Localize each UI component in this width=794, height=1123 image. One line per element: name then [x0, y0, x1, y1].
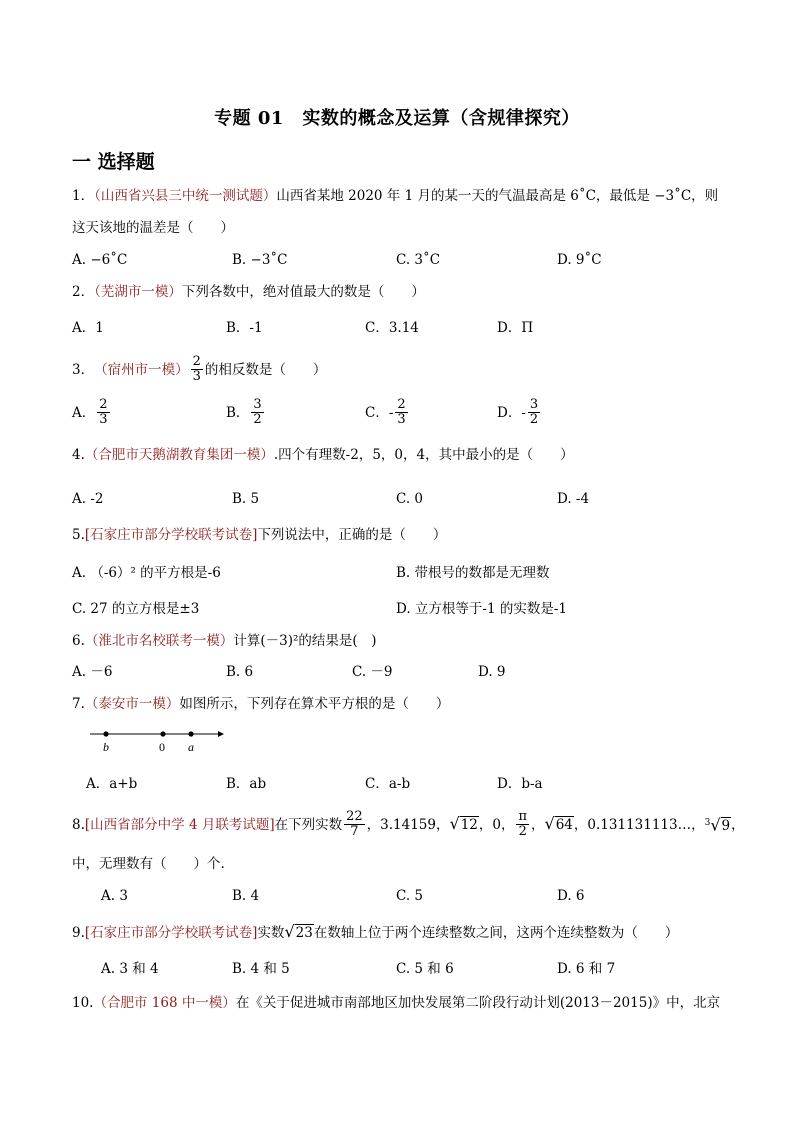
option-c[interactable]: C．- $\frac{2}{3}$	[365, 397, 406, 427]
option-a[interactable]: A. －6	[72, 664, 113, 680]
fraction: $\frac{22}{7}$	[346, 809, 363, 839]
option-b[interactable]: B. 带根号的数都是无理数	[396, 565, 550, 581]
axis-label-b: b	[103, 740, 109, 754]
number-line	[86, 726, 236, 756]
question-6	[72, 632, 376, 650]
question-source: （泰安市一模）	[84, 696, 180, 712]
question-source: （山西省兴县三中统一测试题）	[94, 188, 277, 204]
question-source: （合肥市天鹅湖教育集团一模）	[84, 447, 274, 463]
question-number: 3．	[72, 361, 95, 378]
option-c[interactable]: C. 5	[396, 888, 424, 904]
option-a[interactable]: A. 3	[101, 888, 128, 904]
option-b[interactable]: B. 6	[226, 664, 254, 680]
question-7	[72, 695, 449, 713]
option-c[interactable]: C. 5 和 6	[396, 961, 454, 977]
option-d[interactable]: D. 立方根等于-1 的实数是-1	[396, 601, 568, 617]
sqrt: √23	[284, 922, 313, 941]
question-number: 10.	[72, 995, 94, 1011]
question-source: [石家庄市部分学校联考试卷]	[84, 527, 258, 543]
question-number: 9.	[72, 924, 85, 941]
option-c[interactable]: C. 3˚C	[396, 252, 441, 268]
question-source: [山西省部分中学 4 月联考试题]	[84, 816, 275, 833]
question-8-line2: 中，无理数有（ ）个.	[72, 856, 225, 872]
question-text: 山西省某地 2020 年 1 月的某一天的气温最高是 6˚C，最低是 −3˚C，则	[276, 188, 719, 204]
option-d[interactable]: D. -4	[557, 491, 590, 507]
question-number: 6.	[72, 633, 85, 649]
section-heading: 一 选择题	[72, 151, 155, 173]
option-a[interactable]: A． $\frac{2}{3}$	[72, 397, 108, 427]
question-text: 在《关于促进城市南部地区加快发展第二阶段行动计划(2013－2015)》中，北京	[235, 995, 721, 1011]
option-c[interactable]: C．a-b	[365, 776, 411, 792]
question-number: 8.	[72, 816, 85, 833]
option-a[interactable]: A．1	[72, 320, 104, 336]
option-a[interactable]: A．a+b	[86, 776, 138, 792]
option-c[interactable]: C．3.14	[365, 320, 419, 336]
option-b[interactable]: B. 5	[232, 491, 260, 507]
option-b[interactable]: B． $\frac{3}{2}$	[226, 397, 262, 427]
question-number: 7.	[72, 696, 85, 712]
question-1-line2: 这天该地的温差是（ ）	[72, 220, 234, 236]
option-a[interactable]: A. -2	[72, 491, 104, 507]
question-number: 4.	[72, 447, 85, 463]
question-8: 8. [山西省部分中学 4 月联考试题] 在下列实数 $\frac{22}{7}$ ，3.14159， √12 ，0， $\frac{\pi}{2}$ ， √64 ，0.131131113…， $^3$√9 ，	[72, 809, 745, 839]
option-b[interactable]: B．-1	[226, 320, 263, 336]
axis-label-0: 0	[159, 740, 165, 754]
question-number: 2．	[72, 284, 95, 300]
sqrt: √12	[449, 814, 478, 833]
option-c[interactable]: C. 0	[396, 491, 424, 507]
option-b[interactable]: B. −3˚C	[232, 252, 288, 268]
question-source: （宿州市一模）	[94, 361, 189, 378]
axis-label-a: a	[188, 740, 194, 754]
fraction: $\frac{\pi}{2}$	[518, 809, 528, 839]
option-c[interactable]: C. －9	[352, 664, 393, 680]
question-source: [石家庄市部分学校联考试卷]	[84, 924, 258, 941]
question-text: 计算(－3)²的结果是( )	[233, 633, 377, 649]
option-b[interactable]: B. 4	[232, 888, 260, 904]
question-source: （合肥市 168 中一模）	[93, 995, 236, 1011]
question-text: 下列各数中，绝对值最大的数是（ ）	[181, 284, 425, 300]
question-number: 1．	[72, 188, 95, 204]
question-3	[72, 355, 326, 384]
option-d[interactable]: D．- $\frac{3}{2}$	[497, 397, 539, 427]
page-title: 专题 01 实数的概念及运算（含规律探究）	[214, 108, 580, 129]
question-5	[72, 526, 446, 544]
question-10	[72, 994, 720, 1012]
cube-root: $^3$√9	[704, 815, 731, 835]
question-2	[72, 283, 425, 301]
option-a[interactable]: A. −6˚C	[72, 252, 128, 268]
question-1	[72, 187, 718, 205]
option-d[interactable]: D. 9	[478, 664, 506, 680]
question-text: 下列说法中，正确的是（ ）	[257, 527, 447, 543]
option-b[interactable]: B．ab	[226, 776, 267, 792]
question-9: 9. [石家庄市部分学校联考试卷] 实数 √23 在数轴上位于两个连续整数之间，这两个连续整数为（ ）	[72, 922, 679, 941]
option-d[interactable]: D. 9˚C	[557, 252, 602, 268]
question-text: .四个有理数-2，5，0，4，其中最小的是（ ）	[273, 447, 574, 463]
option-d[interactable]: D. 6	[557, 888, 585, 904]
question-number: 5.	[72, 527, 85, 543]
question-source: （芜湖市一模）	[94, 284, 182, 300]
option-d[interactable]: D．b-a	[497, 776, 543, 792]
question-text: 的相反数是（ ）	[204, 361, 327, 378]
option-d[interactable]: D．Π	[497, 320, 534, 336]
option-a[interactable]: A. （-6）² 的平方根是-6	[72, 565, 221, 581]
question-4	[72, 446, 574, 464]
question-source: （淮北市名校联考一模）	[84, 633, 234, 649]
fraction: $\frac{2}{3}$	[192, 354, 201, 384]
option-d[interactable]: D. 6 和 7	[557, 961, 616, 977]
option-a[interactable]: A. 3 和 4	[101, 961, 159, 977]
option-c[interactable]: C. 27 的立方根是±3	[72, 601, 200, 617]
sqrt: √64	[544, 814, 573, 833]
question-text: 如图所示，下列存在算术平方根的是（ ）	[179, 696, 450, 712]
option-b[interactable]: B. 4 和 5	[232, 961, 290, 977]
